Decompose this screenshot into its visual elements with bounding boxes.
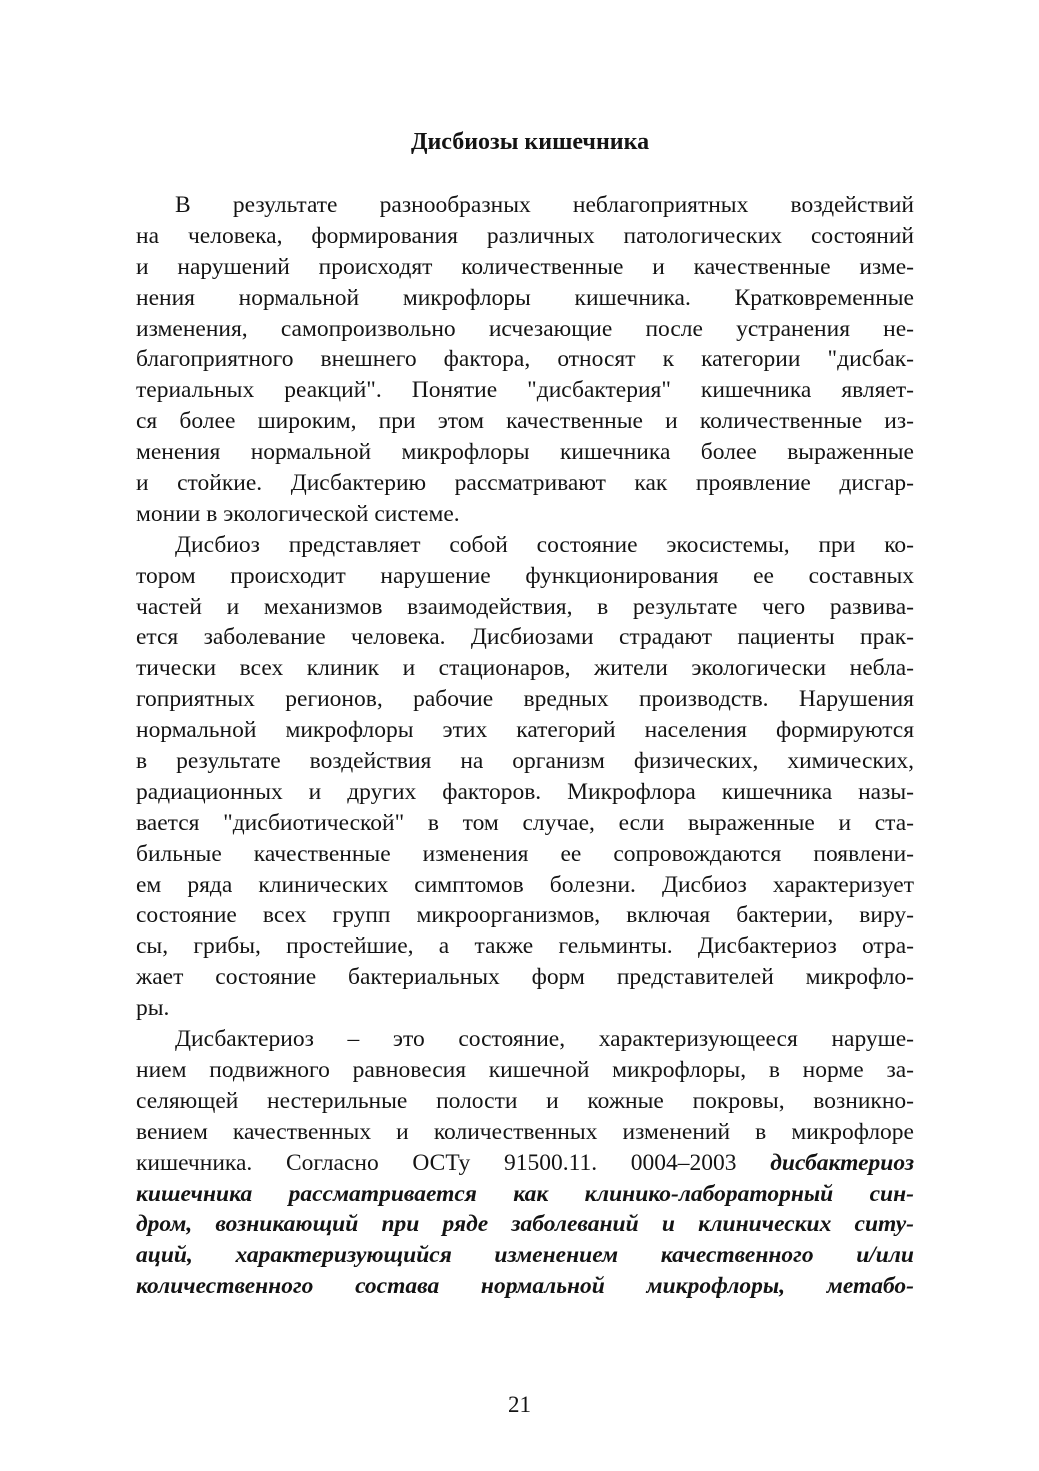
page-body [136,126,914,1302]
text-line: в результате воздействия на организм физических, химических, [136,748,914,775]
text-line: нения нормальной микрофлоры кишечника. Кратковременные [136,284,914,311]
text-line: вением качественных и количественных изменений в микрофлоре [136,1118,914,1145]
text-line: Дисбиоз представляет собой состояние экосистемы, при ко- [175,531,914,558]
paragraph-2 [136,530,914,1024]
text-line: сы, грибы, простейшие, а также гельминты. Дисбактериоз отра- [136,933,914,960]
text-line: тором происходит нарушение функционирования ее составных [136,562,914,589]
emphasis-line: кишечника рассматривается как клинико-лабораторный син- [136,1180,914,1207]
text-line: нормальной микрофлоры этих категорий населения формируются [136,717,914,744]
text-line: жает состояние бактериальных форм представителей микрофло- [136,964,914,991]
text-line: менения нормальной микрофлоры кишечника более выраженные [136,439,914,466]
text-line: ры. [136,995,170,1022]
text-line: и нарушений происходят количественные и качественные изме- [136,253,914,280]
text-line: и стойкие. Дисбактерию рассматривают как проявление дисгар- [136,470,914,497]
page-number: 21 [508,1392,531,1417]
text-line: состояние всех групп микроорганизмов, включая бактерии, виру- [136,902,914,929]
section-title: Дисбиозы кишечника [410,129,650,155]
emphasis-line: дром, возникающий при ряде заболеваний и клинических ситу- [136,1211,914,1238]
text-line: гоприятных регионов, рабочие вредных производств. Нарушения [136,686,914,713]
text-line: вается "дисбиотической" в том случае, если выраженные и ста- [136,809,914,836]
plain-fragment: кишечника. Согласно ОСТу 91500.11. 0004–2003 [136,1149,771,1176]
emphasis-fragment: дисбактериоз [770,1149,914,1176]
text-line: изменения, самопроизвольно исчезающие после устранения не- [136,315,914,342]
emphasis-line: количественного состава нормальной микрофлоры, метабо- [136,1273,914,1300]
text-line: В результате разнообразных неблагоприятных воздействий [175,192,914,218]
emphasis-line: аций, характеризующийся изменением качественного и/или [136,1242,914,1269]
text-line: ся более широким, при этом качественные и количественные из- [136,408,914,435]
text-line: тически всех клиник и стационаров, жители экологически небла- [136,655,914,682]
text-line: на человека, формирования различных патологических состояний [136,222,914,249]
text-line: ем ряда клинических симптомов болезни. Дисбиоз характеризует [136,871,914,898]
text-line: частей и механизмов взаимодействия, в результате чего развива- [136,593,914,620]
text-line: благоприятного внешнего фактора, относят к категории "дисбак- [136,346,914,373]
text-line: нием подвижного равновесия кишечной микрофлоры, в норме за- [136,1056,914,1083]
text-line: радиационных и других факторов. Микрофлора кишечника назы- [136,778,914,805]
text-line: териальных реакций". Понятие "дисбактерия" кишечника являет- [136,377,914,404]
text-line: монии в экологической системе. [136,500,460,527]
text-line: ется заболевание человека. Дисбиозами страдают пациенты прак- [136,624,914,651]
paragraph-3 [136,1024,914,1302]
mixed-text-line [136,1148,914,1179]
text-line: селяющей нестерильные полости и кожные покровы, возникно- [136,1087,914,1114]
paragraph-1 [136,190,914,530]
text-line: Дисбактериоз – это состояние, характеризующееся наруше- [175,1026,914,1053]
text-line: бильные качественные изменения ее сопровождаются появлени- [136,840,914,867]
